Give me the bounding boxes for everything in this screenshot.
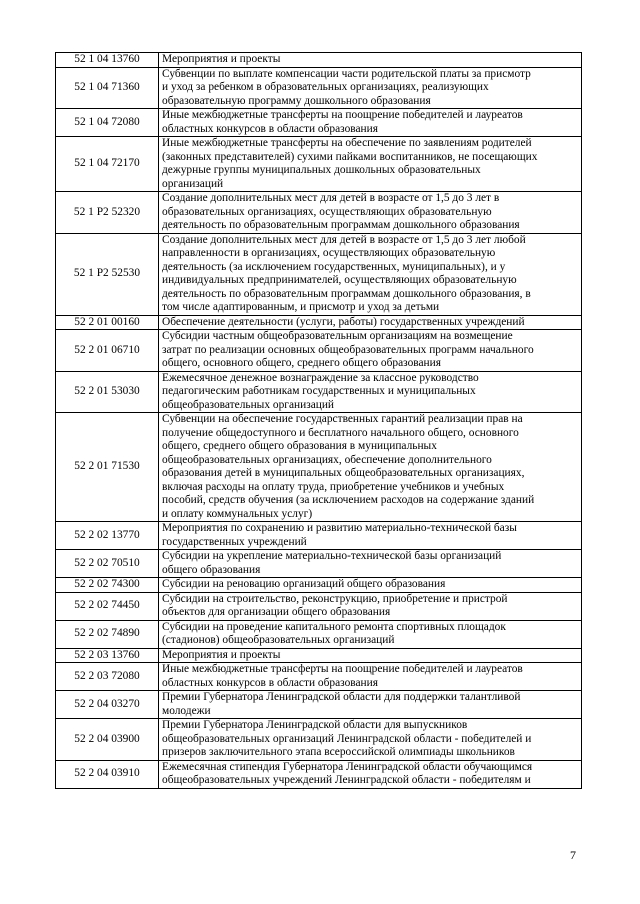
table-row [56,663,582,691]
row-code: 52 2 04 03910 [56,760,159,788]
description-line: образовательных организациях, осуществляющих образовательную [162,205,492,218]
description-line: общеобразовательных организаций [162,398,335,411]
table-row [56,648,582,663]
description-line: деятельность (за исключением государственных, муниципальных), и у [162,260,506,273]
description-line: направленности в организациях, осуществляющих образовательную [162,247,496,259]
table-row [56,620,582,648]
table-row [56,233,582,315]
table-row [56,315,582,330]
budget-classification-table [55,52,582,789]
row-code: 52 1 04 71360 [56,67,159,109]
row-code: 52 2 02 74300 [56,578,159,593]
description-line: образования детей в муниципальных общеобразовательных организациях, [162,467,525,479]
description-line: Ежемесячное денежное вознаграждение за классное руководство [162,371,479,384]
row-description [159,522,582,550]
description-line: областных конкурсов в области образования [162,122,378,135]
table-row [56,413,582,522]
table-row [56,371,582,413]
table-row [56,192,582,234]
description-line: дежурные группы муниципальных дошкольных образовательных [162,164,481,176]
description-line: пособий, средств обучения (за исключением расходов на содержание зданий [162,494,535,506]
row-code: 52 2 02 13770 [56,522,159,550]
description-line: Иные межбюджетные трансферты на обеспечение по заявлениям родителей [162,137,532,149]
row-code: 52 2 01 71530 [56,413,159,522]
row-description [159,371,582,413]
description-line: затрат по реализации основных общеобразовательных программ начального [162,343,534,356]
description-line: и уход за ребенком в образовательных организациях, реализующих [162,81,489,93]
description-line: общего, основного общего, среднего общего образования [162,357,441,369]
table-row [56,67,582,109]
page-number: 7 [570,848,576,862]
row-code: 52 1 P2 52320 [56,192,159,234]
description-line: Премии Губернатора Ленинградской области для выпускников [162,719,468,731]
description-line: Премии Губернатора Ленинградской области для поддержки талантливой [162,691,521,703]
description-line: Иные межбюджетные трансферты на поощрение победителей и лауреатов [162,109,523,121]
description-line: индивидуальных предпринимателей, осуществляющих образовательную [162,274,517,286]
description-line: Создание дополнительных мест для детей в возрасте от 1,5 до 3 лет в [162,192,500,204]
description-line: Иные межбюджетные трансферты на поощрение победителей и лауреатов [162,663,523,675]
description-line: образовательную программу дошкольного образования [162,94,431,107]
row-description [159,315,582,330]
row-description [159,760,582,788]
row-description [159,620,582,648]
table-row [56,550,582,578]
table-row [56,691,582,719]
description-line: государственных учреждений [162,535,307,548]
table-row [56,137,582,192]
description-line: Субсидии на укрепление материально-технической базы организаций [162,550,502,562]
description-line: Обеспечение деятельности (услуги, работы) государственных учреждений [162,315,525,328]
row-description [159,413,582,522]
table-body [56,53,582,789]
description-line: общеобразовательных организаций Ленинградской области - победителей и [162,732,532,745]
description-line: общего, среднего общего образования в муниципальных [162,440,437,452]
table-row [56,330,582,372]
description-line: деятельность по образовательным программам дошкольного образования [162,219,520,231]
row-code: 52 1 04 72170 [56,137,159,192]
row-description [159,578,582,593]
table-row [56,522,582,550]
table-row [56,109,582,137]
row-code: 52 2 01 00160 [56,315,159,330]
row-description [159,663,582,691]
description-line: Субсидии на реновацию организаций общего образования [162,578,446,590]
table-row [56,719,582,761]
row-code: 52 1 04 72080 [56,109,159,137]
row-code: 52 2 02 70510 [56,550,159,578]
row-code: 52 2 01 06710 [56,330,159,372]
description-line: Субвенции по выплате компенсации части родительской платы за присмотр [162,67,531,80]
description-line: общеобразовательных учреждений Ленинградской области - победителям и [162,774,531,786]
description-line: молодежи [162,704,211,717]
description-line: Мероприятия и проекты [162,53,281,65]
row-description [159,109,582,137]
row-code: 52 2 02 74890 [56,620,159,648]
description-line: Субсидии частным общеобразовательным организациям на возмещение [162,330,513,342]
description-line: том числе адаптированным, и присмотр и уход за детьми [162,301,440,313]
table-row [56,578,582,593]
row-code: 52 2 03 72080 [56,663,159,691]
description-line: Мероприятия по сохранению и развитию материально-технической базы [162,522,517,534]
description-line: Ежемесячная стипендия Губернатора Ленинградской области обучающимся [162,760,533,773]
row-code: 52 2 02 74450 [56,592,159,620]
row-code: 52 2 03 13760 [56,648,159,663]
row-description [159,691,582,719]
row-description [159,648,582,663]
description-line: (стадионов) общеобразовательных организаций [162,634,395,646]
row-code: 52 2 04 03900 [56,719,159,761]
description-line: общеобразовательных организациях, обеспечение дополнительного [162,453,492,466]
row-description [159,192,582,234]
row-description [159,550,582,578]
row-description [159,592,582,620]
description-line: призеров заключительного этапа всероссийской олимпиады школьников [162,746,515,758]
row-code: 52 2 01 53030 [56,371,159,413]
description-line: Создание дополнительных мест для детей в возрасте от 1,5 до 3 лет любой [162,233,526,246]
description-line: педагогическим работникам государственных и муниципальных [162,385,476,397]
description-line: и оплату коммунальных услуг) [162,507,313,520]
row-code: 52 1 P2 52530 [56,233,159,315]
table-row [56,592,582,620]
description-line: организаций [162,177,224,190]
row-description [159,67,582,109]
row-code: 52 2 04 03270 [56,691,159,719]
table-row [56,53,582,68]
description-line: Субвенции на обеспечение государственных гарантий реализации прав на [162,413,523,425]
description-line: общего образования [162,563,261,576]
row-description [159,53,582,68]
table-row [56,760,582,788]
description-line: (законных представителей) сухими пайками воспитанников, не посещающих [162,150,538,163]
description-line: Субсидии на строительство, реконструкцию, приобретение и пристрой [162,592,508,605]
description-line: деятельность по образовательным программам дошкольного образования, в [162,287,531,300]
row-code: 52 1 04 13760 [56,53,159,68]
description-line: Субсидии на проведение капитального ремонта спортивных площадок [162,620,506,633]
description-line: включая расходы на оплату труда, приобретение учебников и учебных [162,480,505,493]
row-description [159,719,582,761]
description-line: получение общедоступного и бесплатного начального общего, основного [162,426,519,439]
row-description [159,330,582,372]
description-line: Мероприятия и проекты [162,648,281,661]
description-line: объектов для организации общего образования [162,606,391,618]
description-line: областных конкурсов в области образования [162,676,378,689]
row-description [159,233,582,315]
row-description [159,137,582,192]
